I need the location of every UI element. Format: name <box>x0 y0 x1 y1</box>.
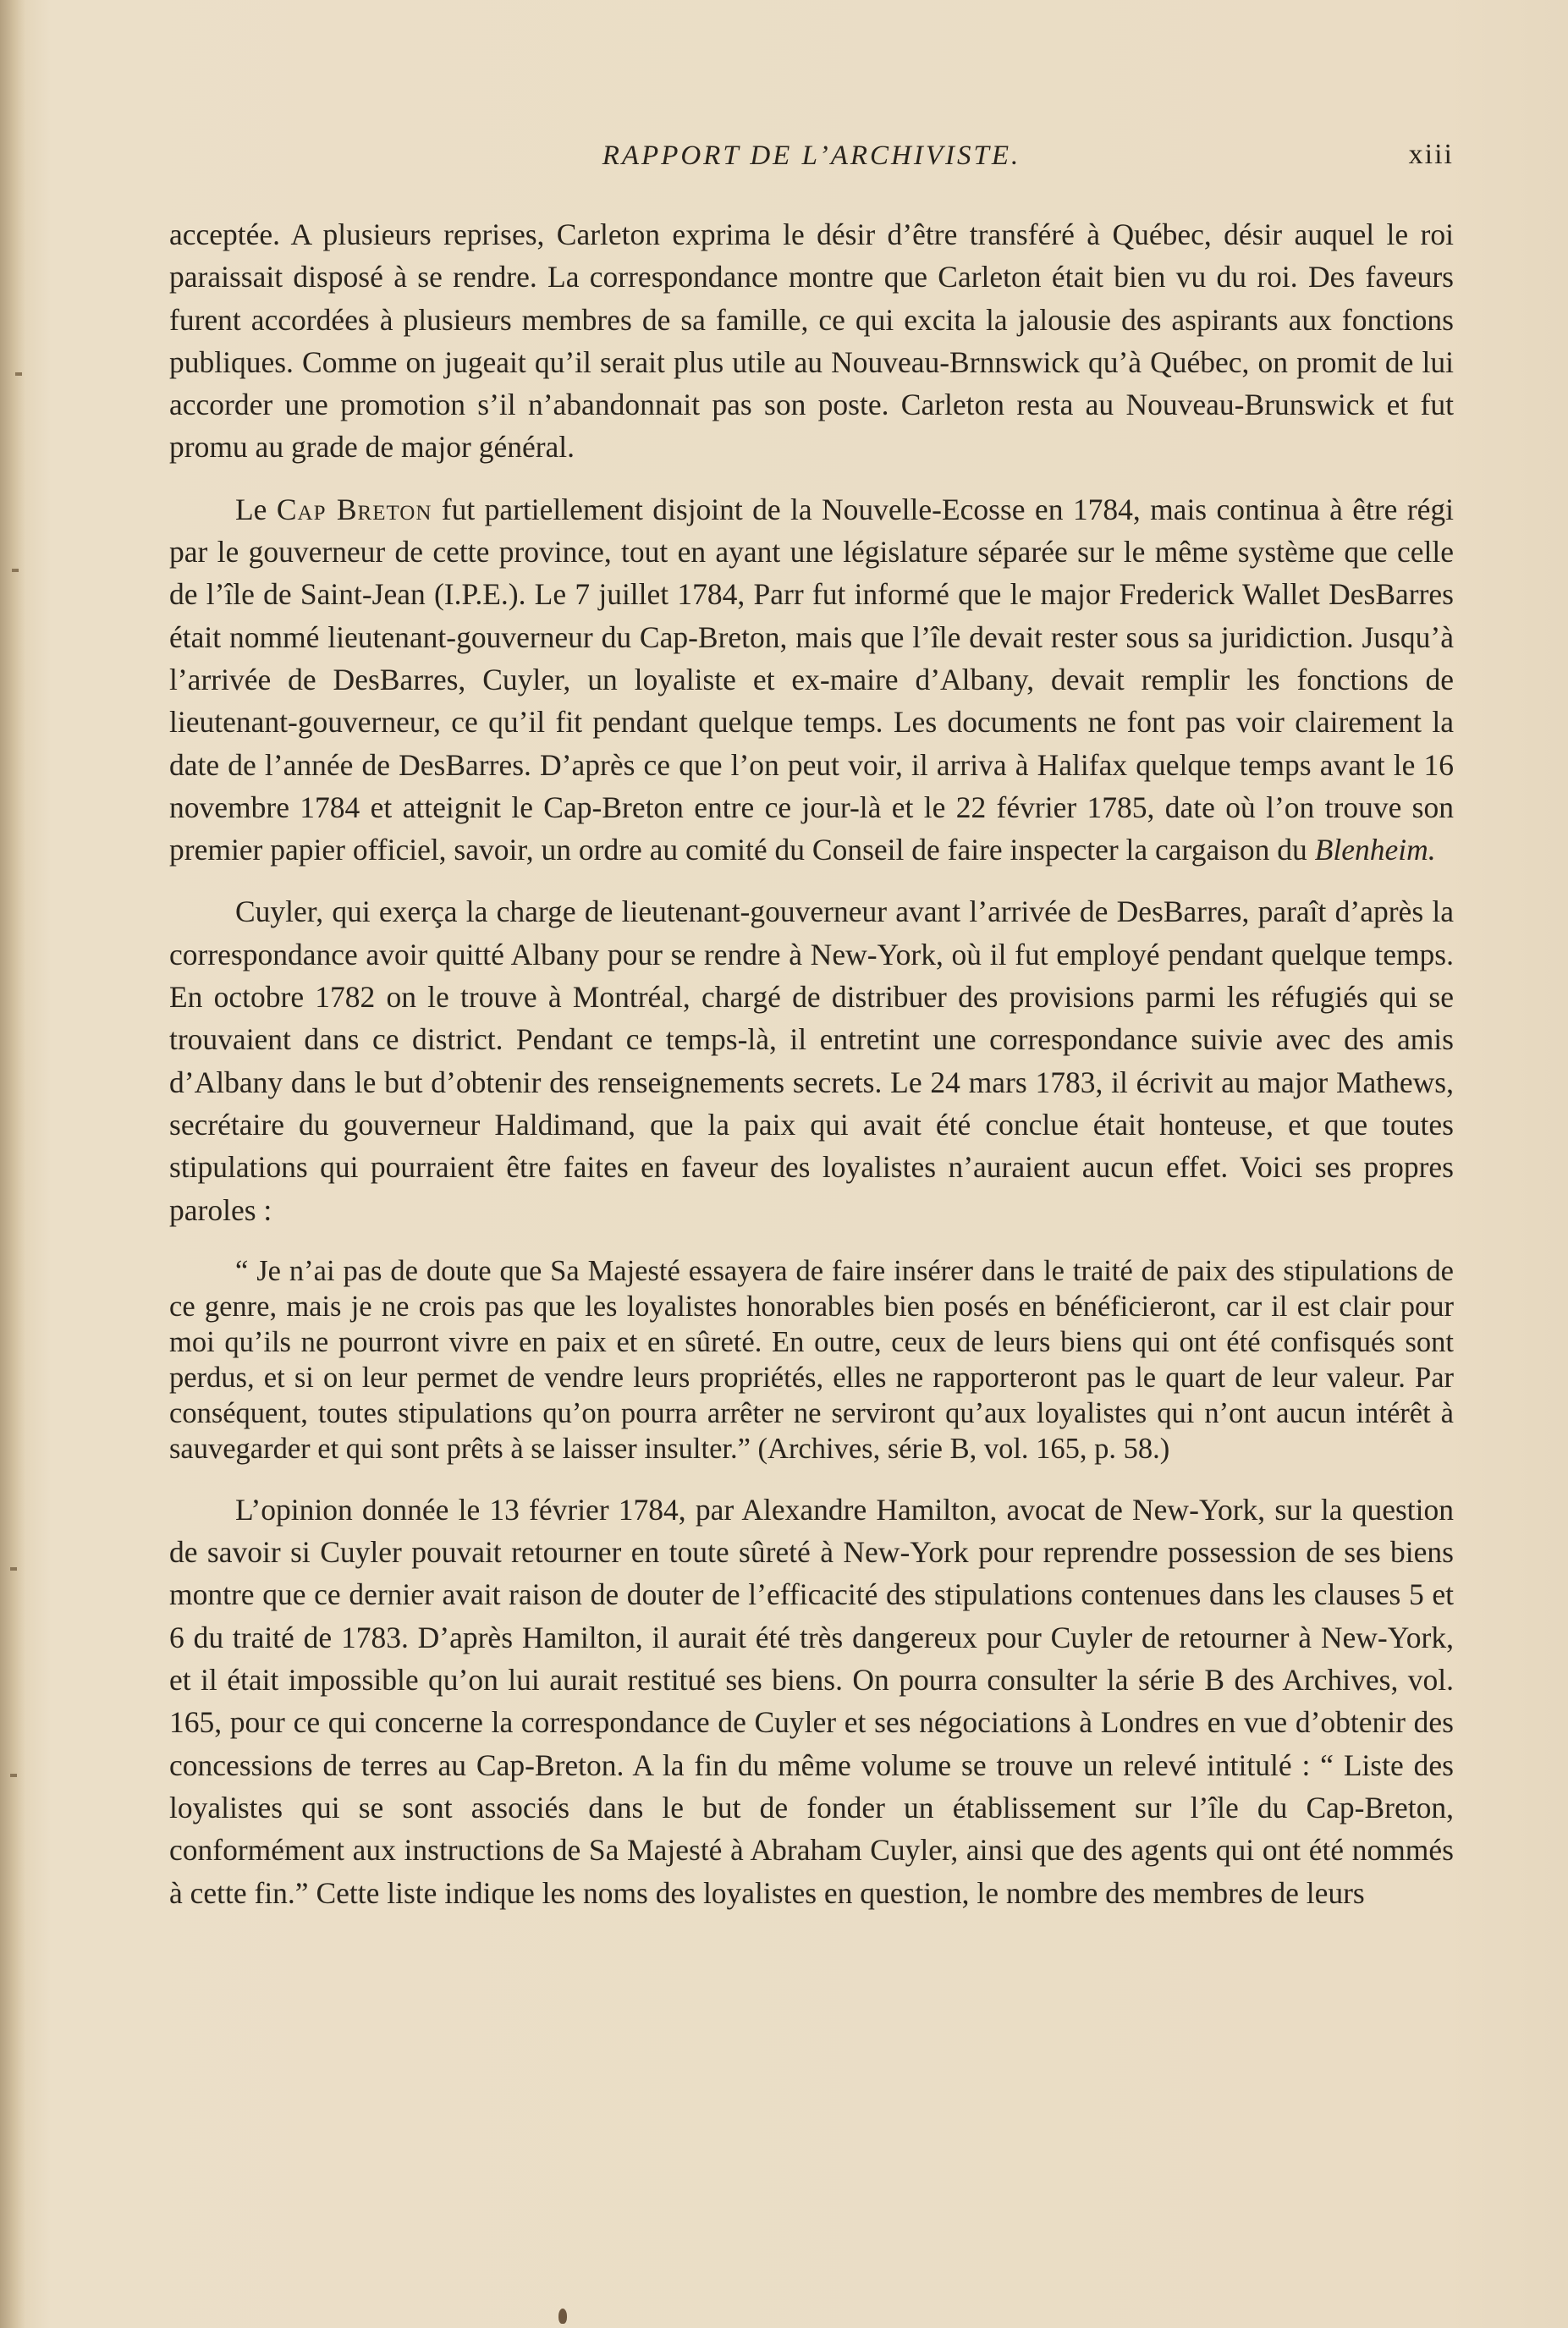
paragraph-continuation: acceptée. A plusieurs reprises, Carleton exprima le désir d’être transféré à Québec, désir auquel le roi paraissait disposé à se rendre. La correspondance montre que Carleton était bien vu du roi. Des faveurs furent accordées à plusieurs membres de sa famille, ce qui excita la jalousie des aspirants aux fonctions publiques. Comme on jugeait qu’il serait plus utile au Nouveau-Brnnswick qu’à Québec, on promit de lui accorder une promotion s’il n’abandonnait pas son poste. Carleton resta au Nouveau-Brunswick et fut promu au grade de major général. <box>169 217 1454 465</box>
page-header <box>169 137 1454 179</box>
page-number: xiii <box>1408 139 1454 170</box>
ship-name: Blenheim. <box>1314 833 1436 867</box>
paragraph-hamilton: L’opinion donnée le 13 février 1784, par Alexandre Hamilton, avocat de New-York, sur la question de savoir si Cuyler pouvait retourner en toute sûreté à New-York pour reprendre possession de ses biens montre que ce dernier avait raison de douter de l’efficacité des stipulations contenues dans les clauses 5 et 6 du traité de 1783. D’après Hamilton, il aurait été très dangereux pour Cuyler de retourner à New-York, et il était impossible qu’on lui aurait restitué ses biens. On pourra consulter la série B des Archives, vol. 165, pour ce qui concerne la correspondance de Cuyler et ses négociations à Londres en vue d’obtenir des concessions de terres au Cap-Breton. A la fin du même volume se trouve un relevé intitulé : “ Liste des loyalistes qui se sont associés dans le but de fonder un établissement sur l’île du Cap-Breton, conformément aux instructions de Sa Majesté à Abraham Cuyler, ainsi que des agents qui ont été nommés à cette fin.” Cette liste indique les noms des loyalistes en question, le nombre des membres de leurs <box>169 1492 1454 1910</box>
paragraph-text: fut partiellement disjoint de la Nouvelle-Ecosse en 1784, mais continua à être régi par le gouverneur de cette province, tout en ayant une législature séparée sur le même système que celle de l’île de Saint-Jean (I.P.E.). Le 7 juillet 1784, Parr fut informé que le major Frederick Wallet DesBarres était nommé lieutenant-gouverneur du Cap-Breton, mais que l’île devait rester sous sa juridiction. Jusqu’à l’arrivée de DesBarres, Cuyler, un loyaliste et ex-maire d’Albany, devait remplir les fonctions de lieutenant-gouverneur, ce qu’il fit pendant quelque temps. Les documents ne font pas voir clairement la date de l’année de DesBarres. D’après ce que l’on peut voir, il arriva à Halifax quelque temps avant le 16 novembre 1784 et atteignit le Cap-Breton entre ce jour-là et le 22 février 1785, date où l’on trouve son premier papier officiel, savoir, un ordre au comité du Conseil de faire inspecter la cargaison du <box>169 492 1455 867</box>
bottom-speck <box>558 2309 567 2324</box>
paragraph-cap-breton <box>169 488 1454 872</box>
margin-speck <box>15 372 22 376</box>
body-text <box>169 213 1454 1914</box>
cap-breton-smallcaps: Cap Breton <box>276 492 432 526</box>
paragraph-lead: Le <box>235 492 267 526</box>
margin-speck <box>10 1774 17 1777</box>
binding-shadow <box>0 0 25 2328</box>
block-quote: “ Je n’ai pas de doute que Sa Majesté essayera de faire insérer dans le traité de paix des stipulations de ce genre, mais je ne crois pas que les loyalistes honorables bien posés en bénéficieront, car il est clair pour moi qu’ils ne pourront vivre en paix et en sûreté. En outre, ceux de leurs biens qui ont été confisqués sont perdus, et si on leur permet de vendre leurs propriétés, elles ne rapporteront pas le quart de leur valeur. Par conséquent, toutes stipulations qu’on pourra arrêter ne serviront qu’aux loyalistes qui n’ont aucun intérêt à sauvegarder et qui sont prêts à se laisser insulter.” (Archives, série B, vol. 165, p. 58.) <box>169 1254 1454 1465</box>
paragraph-cuyler: Cuyler, qui exerça la charge de lieutenant-gouverneur avant l’arrivée de DesBarres, paraît d’après la correspondance avoir quitté Albany pour se rendre à New-York, où il fut employé pendant quelque temps. En octobre 1782 on le trouve à Montréal, chargé de distribuer des provisions parmi les réfugiés qui se trouvaient dans ce district. Pendant ce temps-là, il entretint une correspondance suivie avec des amis d’Albany dans le but d’obtenir des renseignements secrets. Le 24 mars 1783, il écrivit au major Mathews, secrétaire du gouverneur Haldimand, que la paix qui avait été conclue était honteuse, et que toutes stipulations qui pourraient être faites en faveur des loyalistes n’auraient aucun effet. Voici ses propres paroles : <box>169 894 1454 1227</box>
margin-speck <box>10 1567 17 1571</box>
margin-speck <box>12 569 19 572</box>
running-title: RAPPORT DE L’ARCHIVISTE. <box>602 140 1021 171</box>
